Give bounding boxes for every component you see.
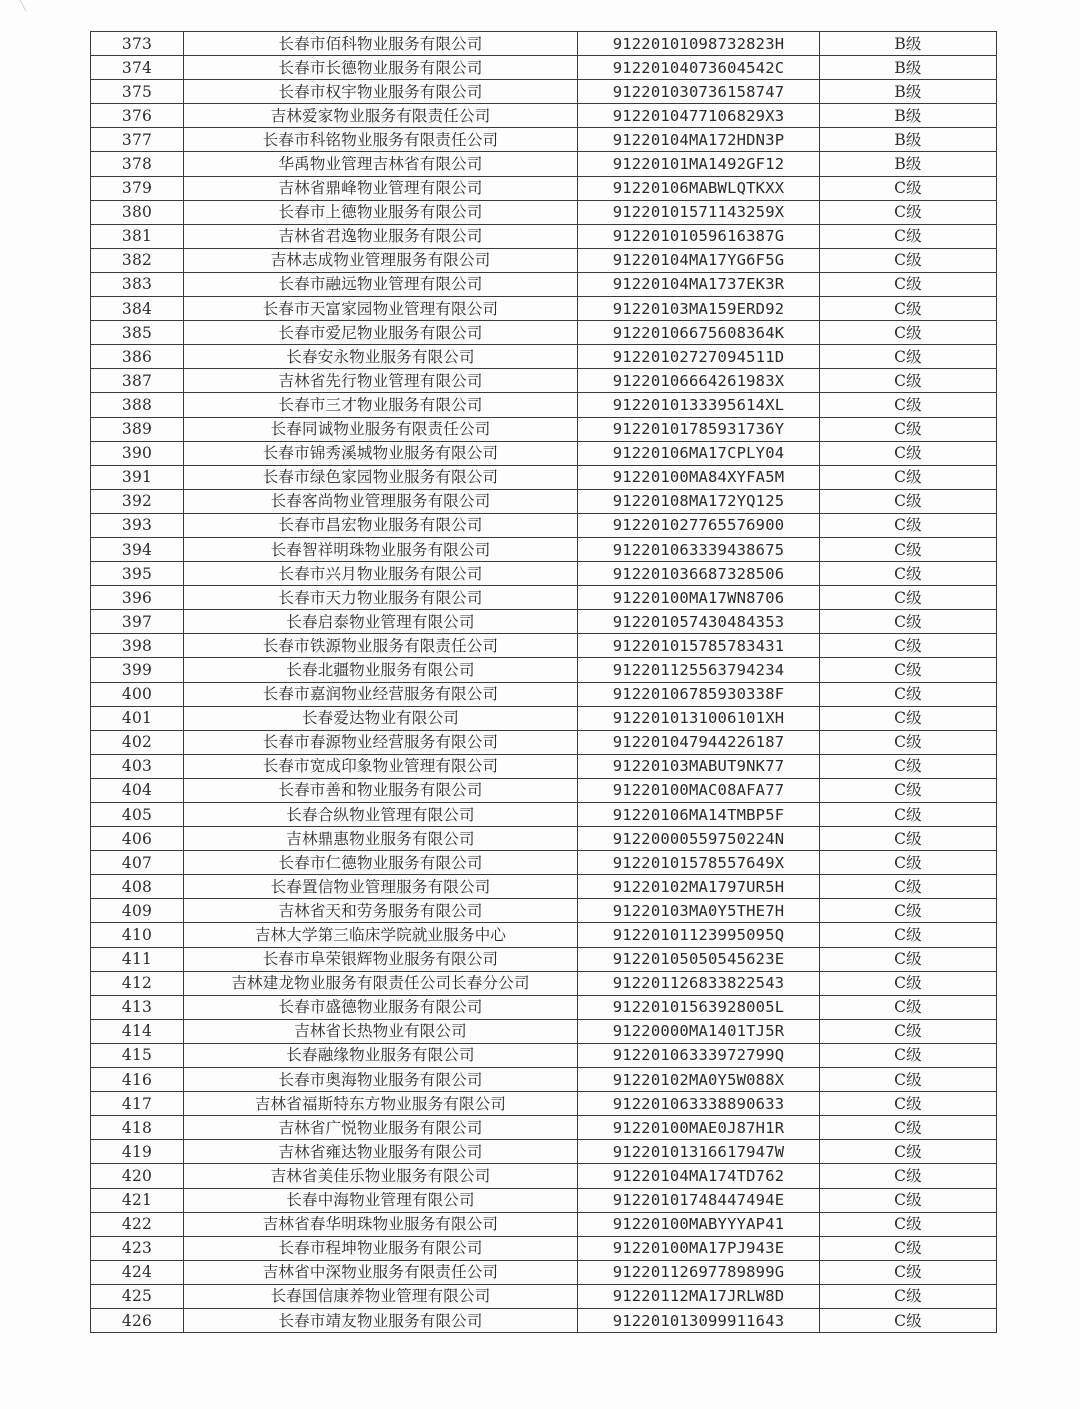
table-row xyxy=(91,634,997,658)
table-row xyxy=(91,104,997,128)
credit-grade: C级 xyxy=(820,248,997,272)
credit-code: 91220104MA172HDN3P xyxy=(578,128,820,152)
company-name: 长春市奥海物业服务有限公司 xyxy=(184,1068,578,1092)
credit-grade: C级 xyxy=(820,297,997,321)
table-row xyxy=(91,682,997,706)
credit-code: 91220112MA17JRLW8D xyxy=(578,1284,820,1308)
credit-grade: C级 xyxy=(820,923,997,947)
company-name: 吉林省广悦物业服务有限公司 xyxy=(184,1116,578,1140)
credit-grade: C级 xyxy=(820,706,997,730)
table-row xyxy=(91,995,997,1019)
row-number: 375 xyxy=(91,80,184,104)
credit-code: 91220106MA17CPLY04 xyxy=(578,441,820,465)
credit-code: 912201126833822543 xyxy=(578,971,820,995)
row-number: 409 xyxy=(91,899,184,923)
company-name: 长春融缘物业服务有限公司 xyxy=(184,1043,578,1067)
row-number: 412 xyxy=(91,971,184,995)
credit-grade: C级 xyxy=(820,971,997,995)
row-number: 381 xyxy=(91,224,184,248)
credit-code: 91220106333972799Q xyxy=(578,1043,820,1067)
credit-code: 91220106MA14TMBP5F xyxy=(578,803,820,827)
table-row xyxy=(91,465,997,489)
table-row xyxy=(91,128,997,152)
credit-grade: C级 xyxy=(820,321,997,345)
credit-code: 9122010477106829X3 xyxy=(578,104,820,128)
company-name: 长春市三才物业服务有限公司 xyxy=(184,393,578,417)
credit-grade: C级 xyxy=(820,1284,997,1308)
row-number: 404 xyxy=(91,778,184,802)
company-name: 吉林大学第三临床学院就业服务中心 xyxy=(184,923,578,947)
credit-grade: C级 xyxy=(820,1164,997,1188)
credit-code: 91220105050545623E xyxy=(578,947,820,971)
company-name: 长春国信康养物业管理有限公司 xyxy=(184,1284,578,1308)
table-row xyxy=(91,200,997,224)
credit-grade: C级 xyxy=(820,1116,997,1140)
credit-code: 91220100MABYYYAP41 xyxy=(578,1212,820,1236)
company-name: 长春中海物业管理有限公司 xyxy=(184,1188,578,1212)
company-name: 吉林省君逸物业服务有限公司 xyxy=(184,224,578,248)
table-row xyxy=(91,947,997,971)
table-row xyxy=(91,803,997,827)
row-number: 401 xyxy=(91,706,184,730)
table-row xyxy=(91,754,997,778)
row-number: 388 xyxy=(91,393,184,417)
credit-code: 91220100MAC08AFA77 xyxy=(578,778,820,802)
company-name: 长春市爱尼物业服务有限公司 xyxy=(184,321,578,345)
credit-grade: C级 xyxy=(820,1260,997,1284)
company-name: 长春置信物业管理服务有限公司 xyxy=(184,875,578,899)
table-row xyxy=(91,971,997,995)
credit-grade: C级 xyxy=(820,851,997,875)
row-number: 387 xyxy=(91,369,184,393)
credit-code: 912201125563794234 xyxy=(578,658,820,682)
row-number: 425 xyxy=(91,1284,184,1308)
credit-code: 91220106MABWLQTKXX xyxy=(578,176,820,200)
table-row xyxy=(91,586,997,610)
company-name: 长春合纵物业管理有限公司 xyxy=(184,803,578,827)
company-name: 华禹物业管理吉林省有限公司 xyxy=(184,152,578,176)
credit-code: 91220104073604542C xyxy=(578,56,820,80)
credit-code: 91220102MA0Y5W088X xyxy=(578,1068,820,1092)
table-body xyxy=(91,32,997,1333)
row-number: 380 xyxy=(91,200,184,224)
table-row xyxy=(91,1164,997,1188)
credit-grade: C级 xyxy=(820,803,997,827)
credit-code: 9122010131006101XH xyxy=(578,706,820,730)
credit-grade: C级 xyxy=(820,537,997,561)
company-name: 长春爱达物业有限公司 xyxy=(184,706,578,730)
credit-grade: C级 xyxy=(820,682,997,706)
row-number: 414 xyxy=(91,1019,184,1043)
company-name: 长春市上德物业服务有限公司 xyxy=(184,200,578,224)
credit-code: 91220103MA159ERD92 xyxy=(578,297,820,321)
credit-grade: C级 xyxy=(820,417,997,441)
table-row xyxy=(91,441,997,465)
credit-code: 91220101316617947W xyxy=(578,1140,820,1164)
credit-code: 91220104MA17YG6F5G xyxy=(578,248,820,272)
company-name: 长春市铁源物业服务有限责任公司 xyxy=(184,634,578,658)
table-row xyxy=(91,1236,997,1260)
credit-grade: B级 xyxy=(820,80,997,104)
credit-code: 91220000559750224N xyxy=(578,827,820,851)
table-row xyxy=(91,610,997,634)
company-name: 长春市天力物业服务有限公司 xyxy=(184,586,578,610)
credit-grade: C级 xyxy=(820,1236,997,1260)
credit-code: 91220101578557649X xyxy=(578,851,820,875)
credit-grade: C级 xyxy=(820,513,997,537)
credit-code: 912201013099911643 xyxy=(578,1308,820,1332)
table-row xyxy=(91,321,997,345)
row-number: 390 xyxy=(91,441,184,465)
credit-code: 912201027765576900 xyxy=(578,513,820,537)
row-number: 385 xyxy=(91,321,184,345)
row-number: 420 xyxy=(91,1164,184,1188)
company-name: 长春市宽成印象物业管理有限公司 xyxy=(184,754,578,778)
company-name: 吉林省中深物业服务有限责任公司 xyxy=(184,1260,578,1284)
company-name: 长春市程坤物业服务有限公司 xyxy=(184,1236,578,1260)
company-name: 吉林省美佳乐物业服务有限公司 xyxy=(184,1164,578,1188)
row-number: 374 xyxy=(91,56,184,80)
credit-code: 91220104MA174TD762 xyxy=(578,1164,820,1188)
credit-code: 912201030736158747 xyxy=(578,80,820,104)
row-number: 376 xyxy=(91,104,184,128)
credit-grade: C级 xyxy=(820,224,997,248)
company-name: 长春市权宇物业服务有限公司 xyxy=(184,80,578,104)
row-number: 406 xyxy=(91,827,184,851)
row-number: 378 xyxy=(91,152,184,176)
company-name: 长春市靖友物业服务有限公司 xyxy=(184,1308,578,1332)
credit-code: 91220101MA1492GF12 xyxy=(578,152,820,176)
company-name: 吉林省天和劳务服务有限公司 xyxy=(184,899,578,923)
company-name: 长春市阜荣银辉物业服务有限公司 xyxy=(184,947,578,971)
row-number: 393 xyxy=(91,513,184,537)
table-row xyxy=(91,923,997,947)
company-name: 长春市仁德物业服务有限公司 xyxy=(184,851,578,875)
row-number: 407 xyxy=(91,851,184,875)
credit-grade: C级 xyxy=(820,875,997,899)
table-row xyxy=(91,345,997,369)
credit-grade: C级 xyxy=(820,754,997,778)
credit-code: 91220100MA17PJ943E xyxy=(578,1236,820,1260)
credit-code: 91220103MA0Y5THE7H xyxy=(578,899,820,923)
credit-code: 912201036687328506 xyxy=(578,562,820,586)
credit-grade: C级 xyxy=(820,1188,997,1212)
table-row xyxy=(91,32,997,56)
credit-grade: C级 xyxy=(820,562,997,586)
table-row xyxy=(91,1092,997,1116)
row-number: 399 xyxy=(91,658,184,682)
credit-code: 91220101098732823H xyxy=(578,32,820,56)
company-name: 长春市锦秀溪城物业服务有限公司 xyxy=(184,441,578,465)
row-number: 394 xyxy=(91,537,184,561)
credit-code: 912201063338890633 xyxy=(578,1092,820,1116)
credit-code: 9122010157114325​9X xyxy=(578,200,820,224)
row-number: 405 xyxy=(91,803,184,827)
table-row xyxy=(91,56,997,80)
credit-code: 91220101059616387G xyxy=(578,224,820,248)
credit-code: 91220102727094511D xyxy=(578,345,820,369)
credit-code: 91220000MA1401TJ5R xyxy=(578,1019,820,1043)
company-name: 吉林省鼎峰物业管理有限公司 xyxy=(184,176,578,200)
credit-code: 91220102MA1797UR5H xyxy=(578,875,820,899)
row-number: 377 xyxy=(91,128,184,152)
credit-grade: C级 xyxy=(820,1140,997,1164)
row-number: 383 xyxy=(91,272,184,296)
credit-code: 91220108MA172YQ125 xyxy=(578,489,820,513)
table-row xyxy=(91,224,997,248)
credit-grade: B级 xyxy=(820,152,997,176)
credit-grade: B级 xyxy=(820,32,997,56)
row-number: 423 xyxy=(91,1236,184,1260)
credit-code: 91220101748447494E xyxy=(578,1188,820,1212)
company-name: 长春市绿色家园物业服务有限公司 xyxy=(184,465,578,489)
company-name: 长春智祥明珠物业服务有限公司 xyxy=(184,537,578,561)
credit-code: 91220103MABUT9NK77 xyxy=(578,754,820,778)
row-number: 424 xyxy=(91,1260,184,1284)
row-number: 403 xyxy=(91,754,184,778)
row-number: 379 xyxy=(91,176,184,200)
company-name: 长春客尚物业管理服务有限公司 xyxy=(184,489,578,513)
row-number: 384 xyxy=(91,297,184,321)
credit-code: 91220101785931736Y xyxy=(578,417,820,441)
credit-grade: C级 xyxy=(820,995,997,1019)
company-name: 吉林志成物业管理服务有限公司 xyxy=(184,248,578,272)
row-number: 417 xyxy=(91,1092,184,1116)
company-name: 长春市盛德物业服务有限公司 xyxy=(184,995,578,1019)
table-row xyxy=(91,1116,997,1140)
table-row xyxy=(91,248,997,272)
table-row xyxy=(91,899,997,923)
company-name: 长春市嘉润物业经营服务有限公司 xyxy=(184,682,578,706)
row-number: 421 xyxy=(91,1188,184,1212)
credit-code: 91220106675608364K xyxy=(578,321,820,345)
table-row xyxy=(91,272,997,296)
table-row xyxy=(91,778,997,802)
row-number: 395 xyxy=(91,562,184,586)
credit-code: 91220112697789899G xyxy=(578,1260,820,1284)
company-name: 吉林省雍达物业服务有限公司 xyxy=(184,1140,578,1164)
table-row xyxy=(91,706,997,730)
row-number: 408 xyxy=(91,875,184,899)
credit-grade: C级 xyxy=(820,778,997,802)
credit-grade: C级 xyxy=(820,730,997,754)
row-number: 391 xyxy=(91,465,184,489)
row-number: 418 xyxy=(91,1116,184,1140)
company-name: 长春市融远物业管理有限公司 xyxy=(184,272,578,296)
credit-grade: C级 xyxy=(820,947,997,971)
table-row xyxy=(91,417,997,441)
table-row xyxy=(91,1068,997,1092)
row-number: 402 xyxy=(91,730,184,754)
table-row xyxy=(91,1019,997,1043)
company-name: 长春市长德物业服务有限公司 xyxy=(184,56,578,80)
credit-grade: C级 xyxy=(820,827,997,851)
table-row xyxy=(91,1308,997,1332)
company-name: 吉林省先行物业管理有限公司 xyxy=(184,369,578,393)
company-name: 长春同诚物业服务有限责任公司 xyxy=(184,417,578,441)
credit-grade: C级 xyxy=(820,176,997,200)
row-number: 382 xyxy=(91,248,184,272)
row-number: 397 xyxy=(91,610,184,634)
table-row xyxy=(91,513,997,537)
company-name: 长春市昌宏物业服务有限公司 xyxy=(184,513,578,537)
row-number: 373 xyxy=(91,32,184,56)
company-credit-table xyxy=(90,31,997,1333)
row-number: 413 xyxy=(91,995,184,1019)
credit-grade: C级 xyxy=(820,369,997,393)
company-name: 吉林省春华明珠物业服务有限公司 xyxy=(184,1212,578,1236)
row-number: 416 xyxy=(91,1068,184,1092)
credit-code: 912201047944226187 xyxy=(578,730,820,754)
table-row xyxy=(91,176,997,200)
table-row xyxy=(91,658,997,682)
table-row xyxy=(91,393,997,417)
table-row xyxy=(91,1260,997,1284)
company-name: 长春市春源物业经营服务有限公司 xyxy=(184,730,578,754)
credit-grade: B级 xyxy=(820,56,997,80)
company-name: 吉林建龙物业服务有限责任公司长春分公司 xyxy=(184,971,578,995)
credit-code: 912201057430484353 xyxy=(578,610,820,634)
table-row xyxy=(91,1284,997,1308)
row-number: 426 xyxy=(91,1308,184,1332)
credit-code: 91220101123995095Q xyxy=(578,923,820,947)
credit-code: 91220104MA1737EK3R xyxy=(578,272,820,296)
company-name: 长春北疆物业服务有限公司 xyxy=(184,658,578,682)
row-number: 410 xyxy=(91,923,184,947)
credit-code: 912201015785783431 xyxy=(578,634,820,658)
credit-grade: C级 xyxy=(820,899,997,923)
scan-corner-mark: ╲ xyxy=(20,1,27,12)
table-row xyxy=(91,1188,997,1212)
table-row xyxy=(91,1140,997,1164)
company-name: 吉林鼎惠物业服务有限公司 xyxy=(184,827,578,851)
credit-code: 91220100MA17WN8706 xyxy=(578,586,820,610)
credit-grade: C级 xyxy=(820,272,997,296)
table-row xyxy=(91,152,997,176)
credit-grade: C级 xyxy=(820,200,997,224)
credit-grade: C级 xyxy=(820,1043,997,1067)
credit-code: 91220100MAE0J87H1R xyxy=(578,1116,820,1140)
table-row xyxy=(91,730,997,754)
credit-grade: C级 xyxy=(820,1019,997,1043)
credit-grade: B级 xyxy=(820,128,997,152)
table-row xyxy=(91,369,997,393)
company-name: 长春市科铭物业服务有限责任公司 xyxy=(184,128,578,152)
credit-grade: C级 xyxy=(820,1068,997,1092)
credit-code: 9122010133395614XL xyxy=(578,393,820,417)
row-number: 389 xyxy=(91,417,184,441)
credit-code: 912201063339438675 xyxy=(578,537,820,561)
table-row xyxy=(91,562,997,586)
company-name: 吉林爱家物业服务有限责任公司 xyxy=(184,104,578,128)
credit-code: 91220100MA84XYFA5M xyxy=(578,465,820,489)
credit-grade: C级 xyxy=(820,610,997,634)
company-name: 长春市善和物业服务有限公司 xyxy=(184,778,578,802)
row-number: 415 xyxy=(91,1043,184,1067)
row-number: 398 xyxy=(91,634,184,658)
row-number: 386 xyxy=(91,345,184,369)
credit-code: 91220106785930338F xyxy=(578,682,820,706)
credit-grade: B级 xyxy=(820,104,997,128)
credit-grade: C级 xyxy=(820,1212,997,1236)
company-name: 长春安永物业服务有限公司 xyxy=(184,345,578,369)
row-number: 400 xyxy=(91,682,184,706)
credit-grade: C级 xyxy=(820,393,997,417)
row-number: 422 xyxy=(91,1212,184,1236)
table-row xyxy=(91,537,997,561)
company-name: 吉林省长热物业有限公司 xyxy=(184,1019,578,1043)
credit-grade: C级 xyxy=(820,345,997,369)
credit-grade: C级 xyxy=(820,658,997,682)
company-name: 长春市兴月物业服务有限公司 xyxy=(184,562,578,586)
credit-grade: C级 xyxy=(820,489,997,513)
row-number: 396 xyxy=(91,586,184,610)
credit-grade: C级 xyxy=(820,1308,997,1332)
credit-grade: C级 xyxy=(820,1092,997,1116)
credit-grade: C级 xyxy=(820,441,997,465)
table-row xyxy=(91,851,997,875)
table-row xyxy=(91,80,997,104)
credit-code: 91220101563928005L xyxy=(578,995,820,1019)
table-row xyxy=(91,297,997,321)
credit-grade: C级 xyxy=(820,465,997,489)
credit-grade: C级 xyxy=(820,634,997,658)
credit-code: 91220106664261983X xyxy=(578,369,820,393)
row-number: 419 xyxy=(91,1140,184,1164)
table-row xyxy=(91,1043,997,1067)
table-row xyxy=(91,875,997,899)
credit-grade: C级 xyxy=(820,586,997,610)
company-name: 吉林省福斯特东方物业服务有限公司 xyxy=(184,1092,578,1116)
company-name: 长春启泰物业管理有限公司 xyxy=(184,610,578,634)
table-row xyxy=(91,489,997,513)
company-name: 长春市天富家园物业管理有限公司 xyxy=(184,297,578,321)
row-number: 392 xyxy=(91,489,184,513)
table-row xyxy=(91,827,997,851)
row-number: 411 xyxy=(91,947,184,971)
company-name: 长春市佰科物业服务有限公司 xyxy=(184,32,578,56)
table-row xyxy=(91,1212,997,1236)
